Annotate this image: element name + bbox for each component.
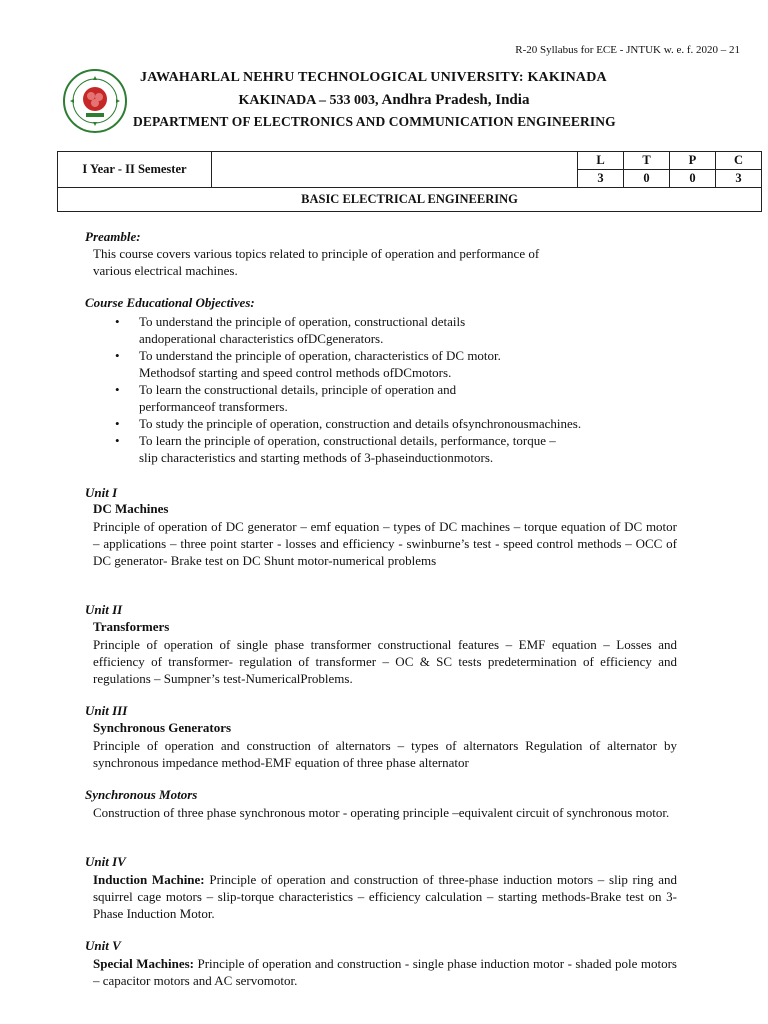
- objective-item: • To understand the principle of operation, characteristics of DC motor. Methodsof starting and speed control methods ofDCmotors.: [111, 347, 711, 381]
- header-c: C: [716, 152, 762, 170]
- objectives-heading: Course Educational Objectives:: [85, 295, 255, 310]
- department-name: DEPARTMENT OF ELECTRONICS AND COMMUNICATION ENGINEERING: [133, 114, 616, 129]
- unit-4-body: Principle of operation and construction of three-phase induction motors – slip ring and squirrel cage motors – slip-torque characteristics – efficiency calculation – starting methods-Brake test on 3-Phase Induction Motor.: [93, 872, 677, 921]
- unit-5-text: [93, 955, 677, 989]
- university-city: KAKINADA – 533 003,: [238, 93, 379, 108]
- header-l: L: [578, 152, 624, 170]
- unit-1-subtitle: DC Machines: [93, 501, 169, 516]
- unit-1-text: Principle of operation of DC generator – emf equation – types of DC machines – torque equation of DC motor – applications – three point starter - losses and efficiency - swinburne’s test - speed control methods – OCC of DC generator- Brake test on DC Shunt motor-numerical problems: [93, 519, 677, 568]
- course-title: BASIC ELECTRICAL ENGINEERING: [58, 188, 762, 212]
- unit-5-heading: Unit V: [85, 938, 121, 953]
- unit-5-lead: Special Machines:: [93, 956, 194, 971]
- unit-4-heading: Unit IV: [85, 854, 126, 869]
- objective-item: • To understand the principle of operation, constructional details andoperational characteristics ofDCgenerators.: [111, 313, 711, 347]
- synchronous-motors-text: Construction of three phase synchronous motor - operating principle –equivalent circuit of synchronous motor.: [93, 805, 670, 820]
- header-p: P: [670, 152, 716, 170]
- course-info-table: [57, 151, 762, 212]
- unit-4-lead: Induction Machine:: [93, 872, 205, 887]
- unit-4-text: [93, 871, 677, 922]
- university-address: [0, 92, 768, 109]
- value-p: 0: [670, 170, 716, 188]
- preamble-line: This course covers various topics related to principle of operation and performance of: [93, 246, 540, 261]
- unit-1-heading: Unit I: [85, 485, 118, 500]
- unit-2-heading: Unit II: [85, 602, 123, 617]
- preamble-text: [93, 245, 653, 279]
- unit-3-text: Principle of operation and construction of alternators – types of alternators Regulation of alternator by synchronous impedance method-EMF equation of three phase alternator: [93, 738, 677, 770]
- page-header-reference: R-20 Syllabus for ECE - JNTUK w. e. f. 2020 – 21: [515, 44, 740, 56]
- university-state: Andhra Pradesh, India: [378, 92, 530, 108]
- objective-item: • To learn the constructional details, principle of operation and performanceof transformers.: [111, 381, 711, 415]
- preamble-line: various electrical machines.: [93, 263, 238, 278]
- value-t: 0: [624, 170, 670, 188]
- unit-5-body: Principle of operation and construction - single phase induction motor - shaded pole motors – capacitor motors and AC servomotor.: [93, 956, 677, 988]
- objectives-list: [111, 313, 711, 466]
- value-c: 3: [716, 170, 762, 188]
- blank-cell: [212, 152, 578, 188]
- objective-item: • To learn the principle of operation, constructional details, performance, torque – slip characteristics and starting methods of 3-phaseinductionmotors.: [111, 432, 711, 466]
- synchronous-motors-heading: Synchronous Motors: [85, 787, 198, 802]
- header-t: T: [624, 152, 670, 170]
- preamble-heading: Preamble:: [85, 229, 141, 244]
- semester-cell: I Year - II Semester: [58, 152, 212, 188]
- unit-2-text: Principle of operation of single phase transformer constructional features – EMF equation – Losses and efficiency of transformer- regulation of transformer – OC & SC tests predetermination of efficiency and regulations – Sumpner’s test-NumericalProblems.: [93, 637, 677, 686]
- unit-3-heading: Unit III: [85, 703, 128, 718]
- university-name: JAWAHARLAL NEHRU TECHNOLOGICAL UNIVERSITY: KAKINADA: [140, 70, 607, 85]
- objective-item: • To study the principle of operation, construction and details ofsynchronousmachines.: [111, 415, 711, 432]
- value-l: 3: [578, 170, 624, 188]
- unit-2-subtitle: Transformers: [93, 619, 170, 634]
- unit-3-subtitle: Synchronous Generators: [93, 720, 232, 735]
